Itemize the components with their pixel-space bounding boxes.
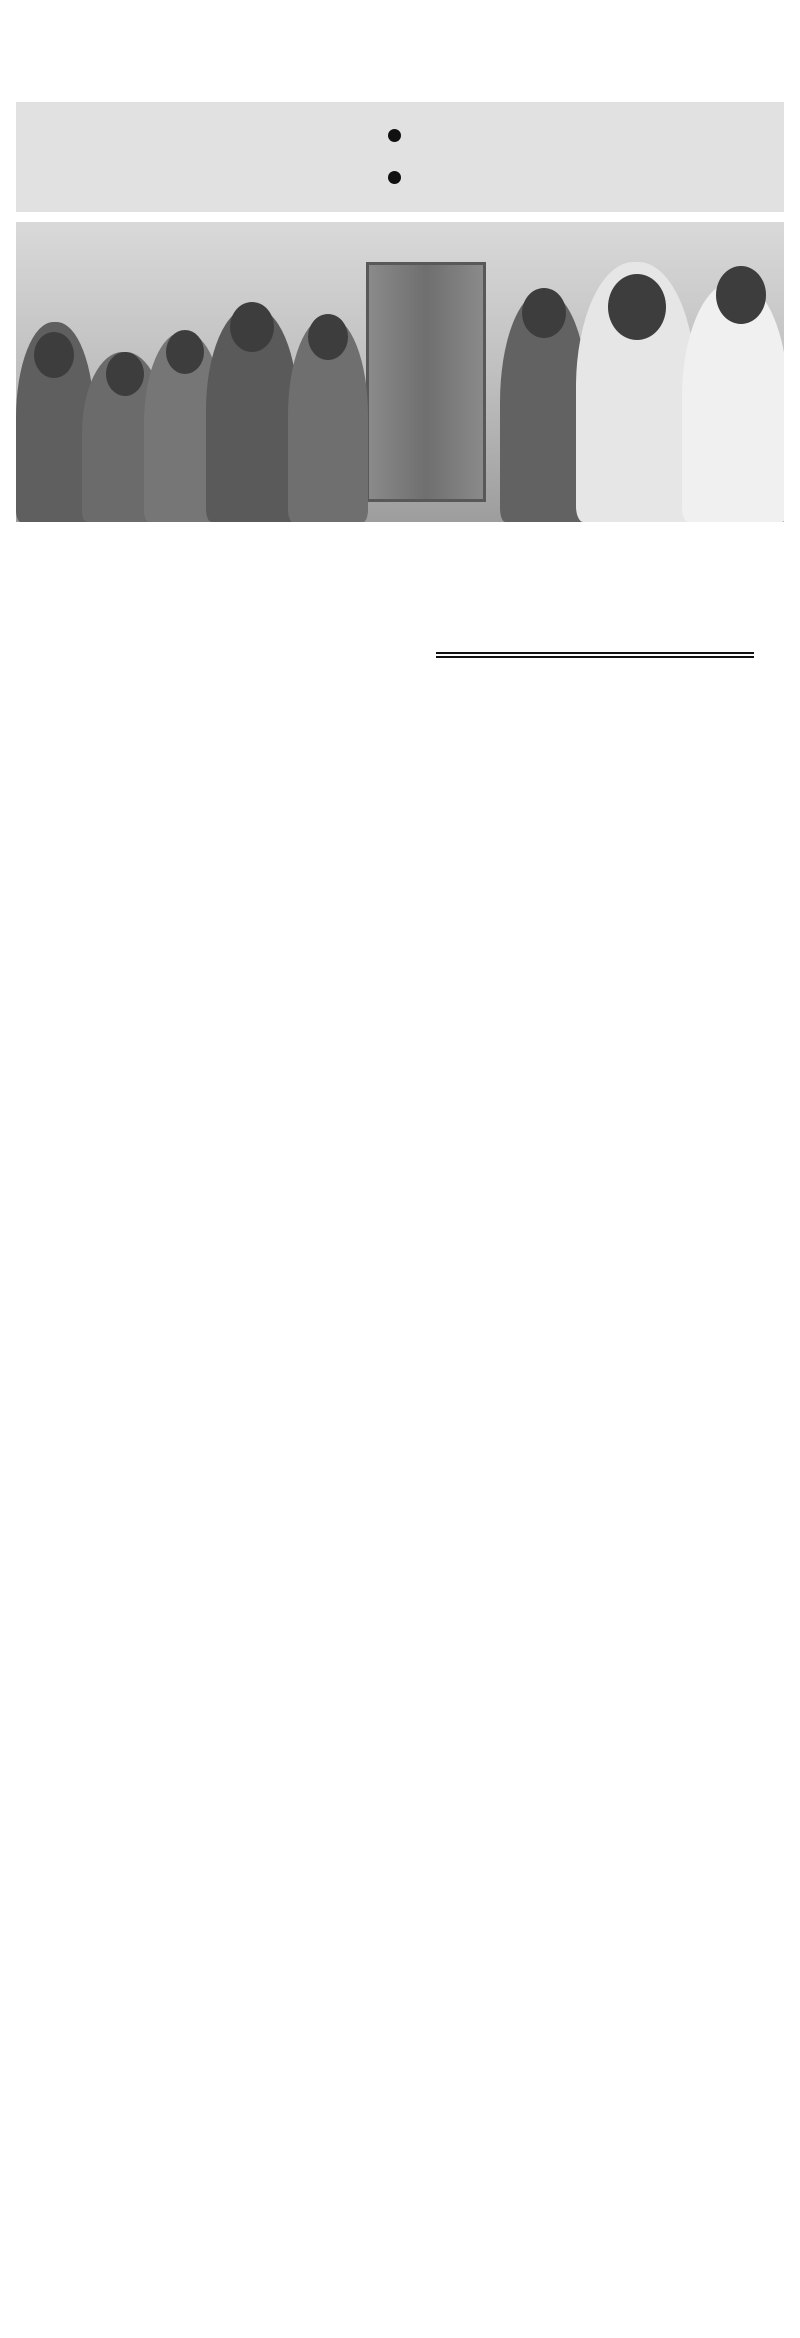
subhead-secondary — [406, 658, 784, 698]
photo-head — [106, 352, 144, 396]
photo-head — [522, 288, 566, 338]
foundation-plaque-shape — [366, 262, 486, 502]
bullet-icon — [388, 129, 401, 142]
news-photo — [16, 222, 784, 522]
article-column-right — [406, 606, 784, 2326]
article-body — [16, 606, 784, 2326]
highlight-item — [388, 114, 413, 156]
photo-head — [308, 314, 348, 360]
subhead-primary — [406, 612, 784, 652]
article-column-left — [16, 606, 394, 2326]
highlight-item — [388, 156, 413, 198]
highlights-box — [16, 102, 784, 212]
headline — [16, 10, 784, 92]
photo-head — [230, 302, 274, 352]
photo-head — [716, 266, 766, 324]
photo-caption — [16, 522, 784, 600]
photo-head — [166, 330, 204, 374]
bullet-icon — [388, 171, 401, 184]
photo-head — [34, 332, 74, 378]
photo-head — [608, 274, 666, 340]
